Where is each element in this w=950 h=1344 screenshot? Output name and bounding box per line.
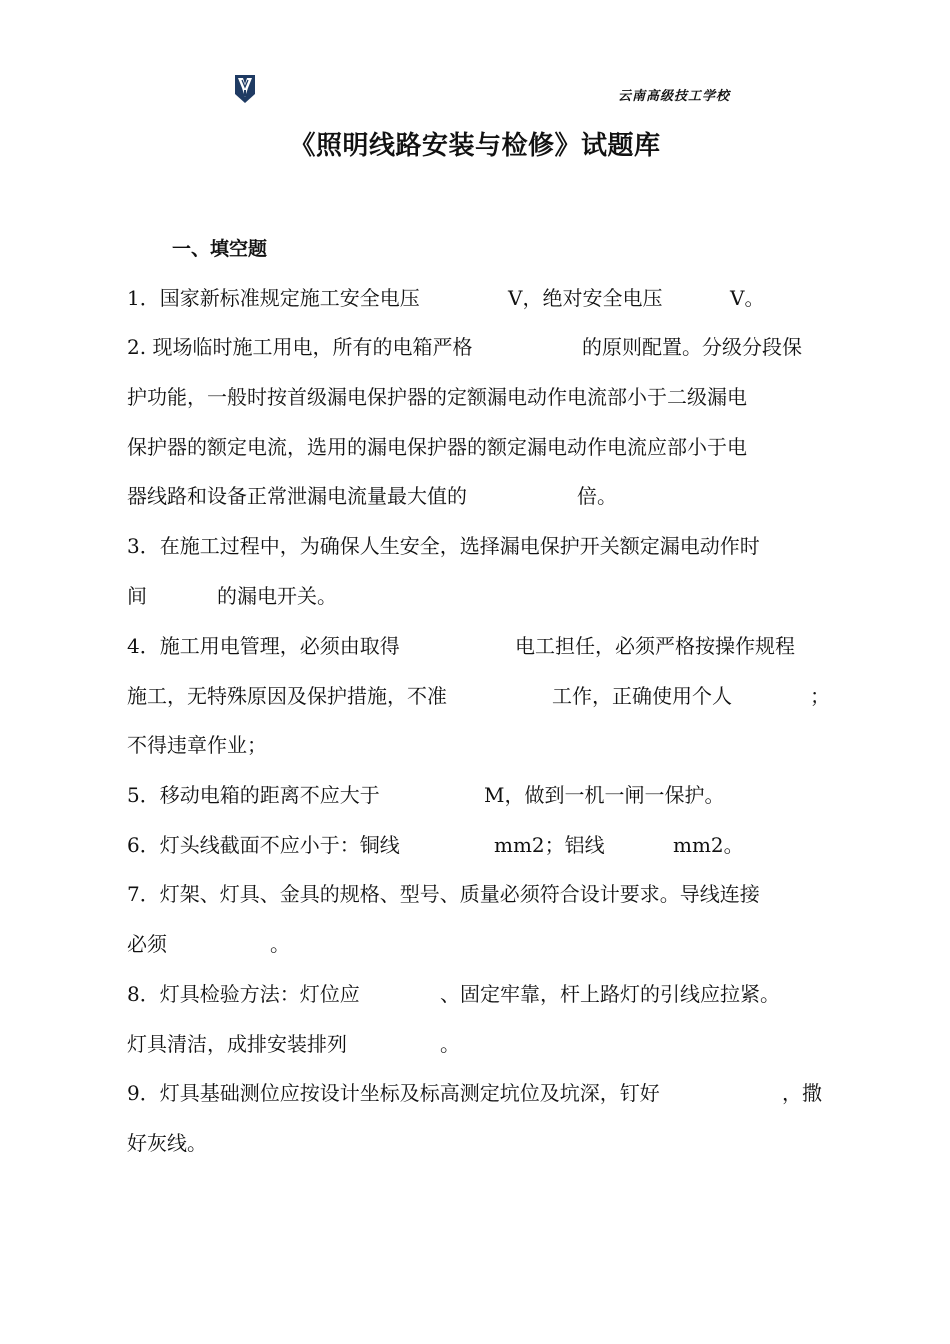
text-segment: V，绝对安全电压 [508,286,663,310]
text-segment: 7．灯架、灯具、金具的规格、型号、质量必须符合设计要求。导线连接 [127,882,760,906]
question-line [127,332,827,362]
text-segment: 5．移动电箱的距离不应大于 [127,783,380,807]
text-segment: 电工担任，必须严格按操作规程 [515,634,795,658]
text-segment: 保护器的额定电流，选用的漏电保护器的额定漏电动作电流应部小于电 [127,435,747,459]
text-segment: 2. 现场临时施工用电，所有的电箱严格 [127,335,473,359]
text-segment: 器线路和设备正常泄漏电流量最大值的 [127,484,467,508]
section-heading: 一、填空题 [172,238,268,260]
page-title: 《照明线路安装与检修》试题库 [289,131,661,161]
question-line [127,830,827,860]
text-segment: 不得违章作业； [127,733,267,757]
text-segment: ； [810,684,830,708]
text-segment: 3．在施工过程中，为确保人生安全，选择漏电保护开关额定漏电动作时 [127,534,760,558]
question-line [127,681,830,711]
text-segment: 、固定牢靠，杆上路灯的引线应拉紧。 [440,982,780,1006]
question-line [127,581,827,611]
question-line [127,780,827,810]
text-segment: 施工，无特殊原因及保护措施，不准 [127,684,447,708]
text-segment: 护功能，一般时按首级漏电保护器的定额漏电动作电流部小于二级漏电 [127,385,747,409]
text-segment: 6．灯头线截面不应小于：铜线 [127,833,400,857]
text-segment: mm2。 [673,833,744,857]
school-name: 云南高级技工学校 [618,89,731,104]
text-segment: 灯具清洁，成排安装排列 [127,1032,347,1056]
text-segment: 4．施工用电管理，必须由取得 [127,634,400,658]
text-segment: 工作，正确使用个人 [552,684,732,708]
question-line [127,1078,827,1108]
text-segment: M，做到一机一闸一保护。 [484,783,725,807]
question-line [127,481,827,511]
text-segment: 1．国家新标准规定施工安全电压 [127,286,420,310]
question-line [127,382,827,412]
question-line [127,1128,827,1158]
question-line [127,979,827,1009]
question-line [127,631,827,661]
text-segment: V。 [730,286,765,310]
text-segment: mm2；铝线 [494,833,605,857]
question-line [127,531,827,561]
text-segment: 。 [440,1032,460,1056]
question-line [127,1029,827,1059]
question-line [127,432,827,462]
question-line [127,929,827,959]
text-segment: 好灰线。 [127,1131,207,1155]
text-segment: ，撒 [782,1081,822,1105]
text-segment: 9．灯具基础测位应按设计坐标及标高测定坑位及坑深，钉好 [127,1081,660,1105]
text-segment: 必须 [127,932,167,956]
school-emblem-icon [234,74,256,104]
text-segment: 8．灯具检验方法：灯位应 [127,982,360,1006]
text-segment: 的漏电开关。 [217,584,337,608]
text-segment: 倍。 [577,484,617,508]
question-line [127,879,827,909]
text-segment: 间 [127,584,147,608]
text-segment: 。 [270,932,290,956]
text-segment: 的原则配置。分级分段保 [582,335,802,359]
question-line [127,283,827,313]
question-line [127,730,827,760]
